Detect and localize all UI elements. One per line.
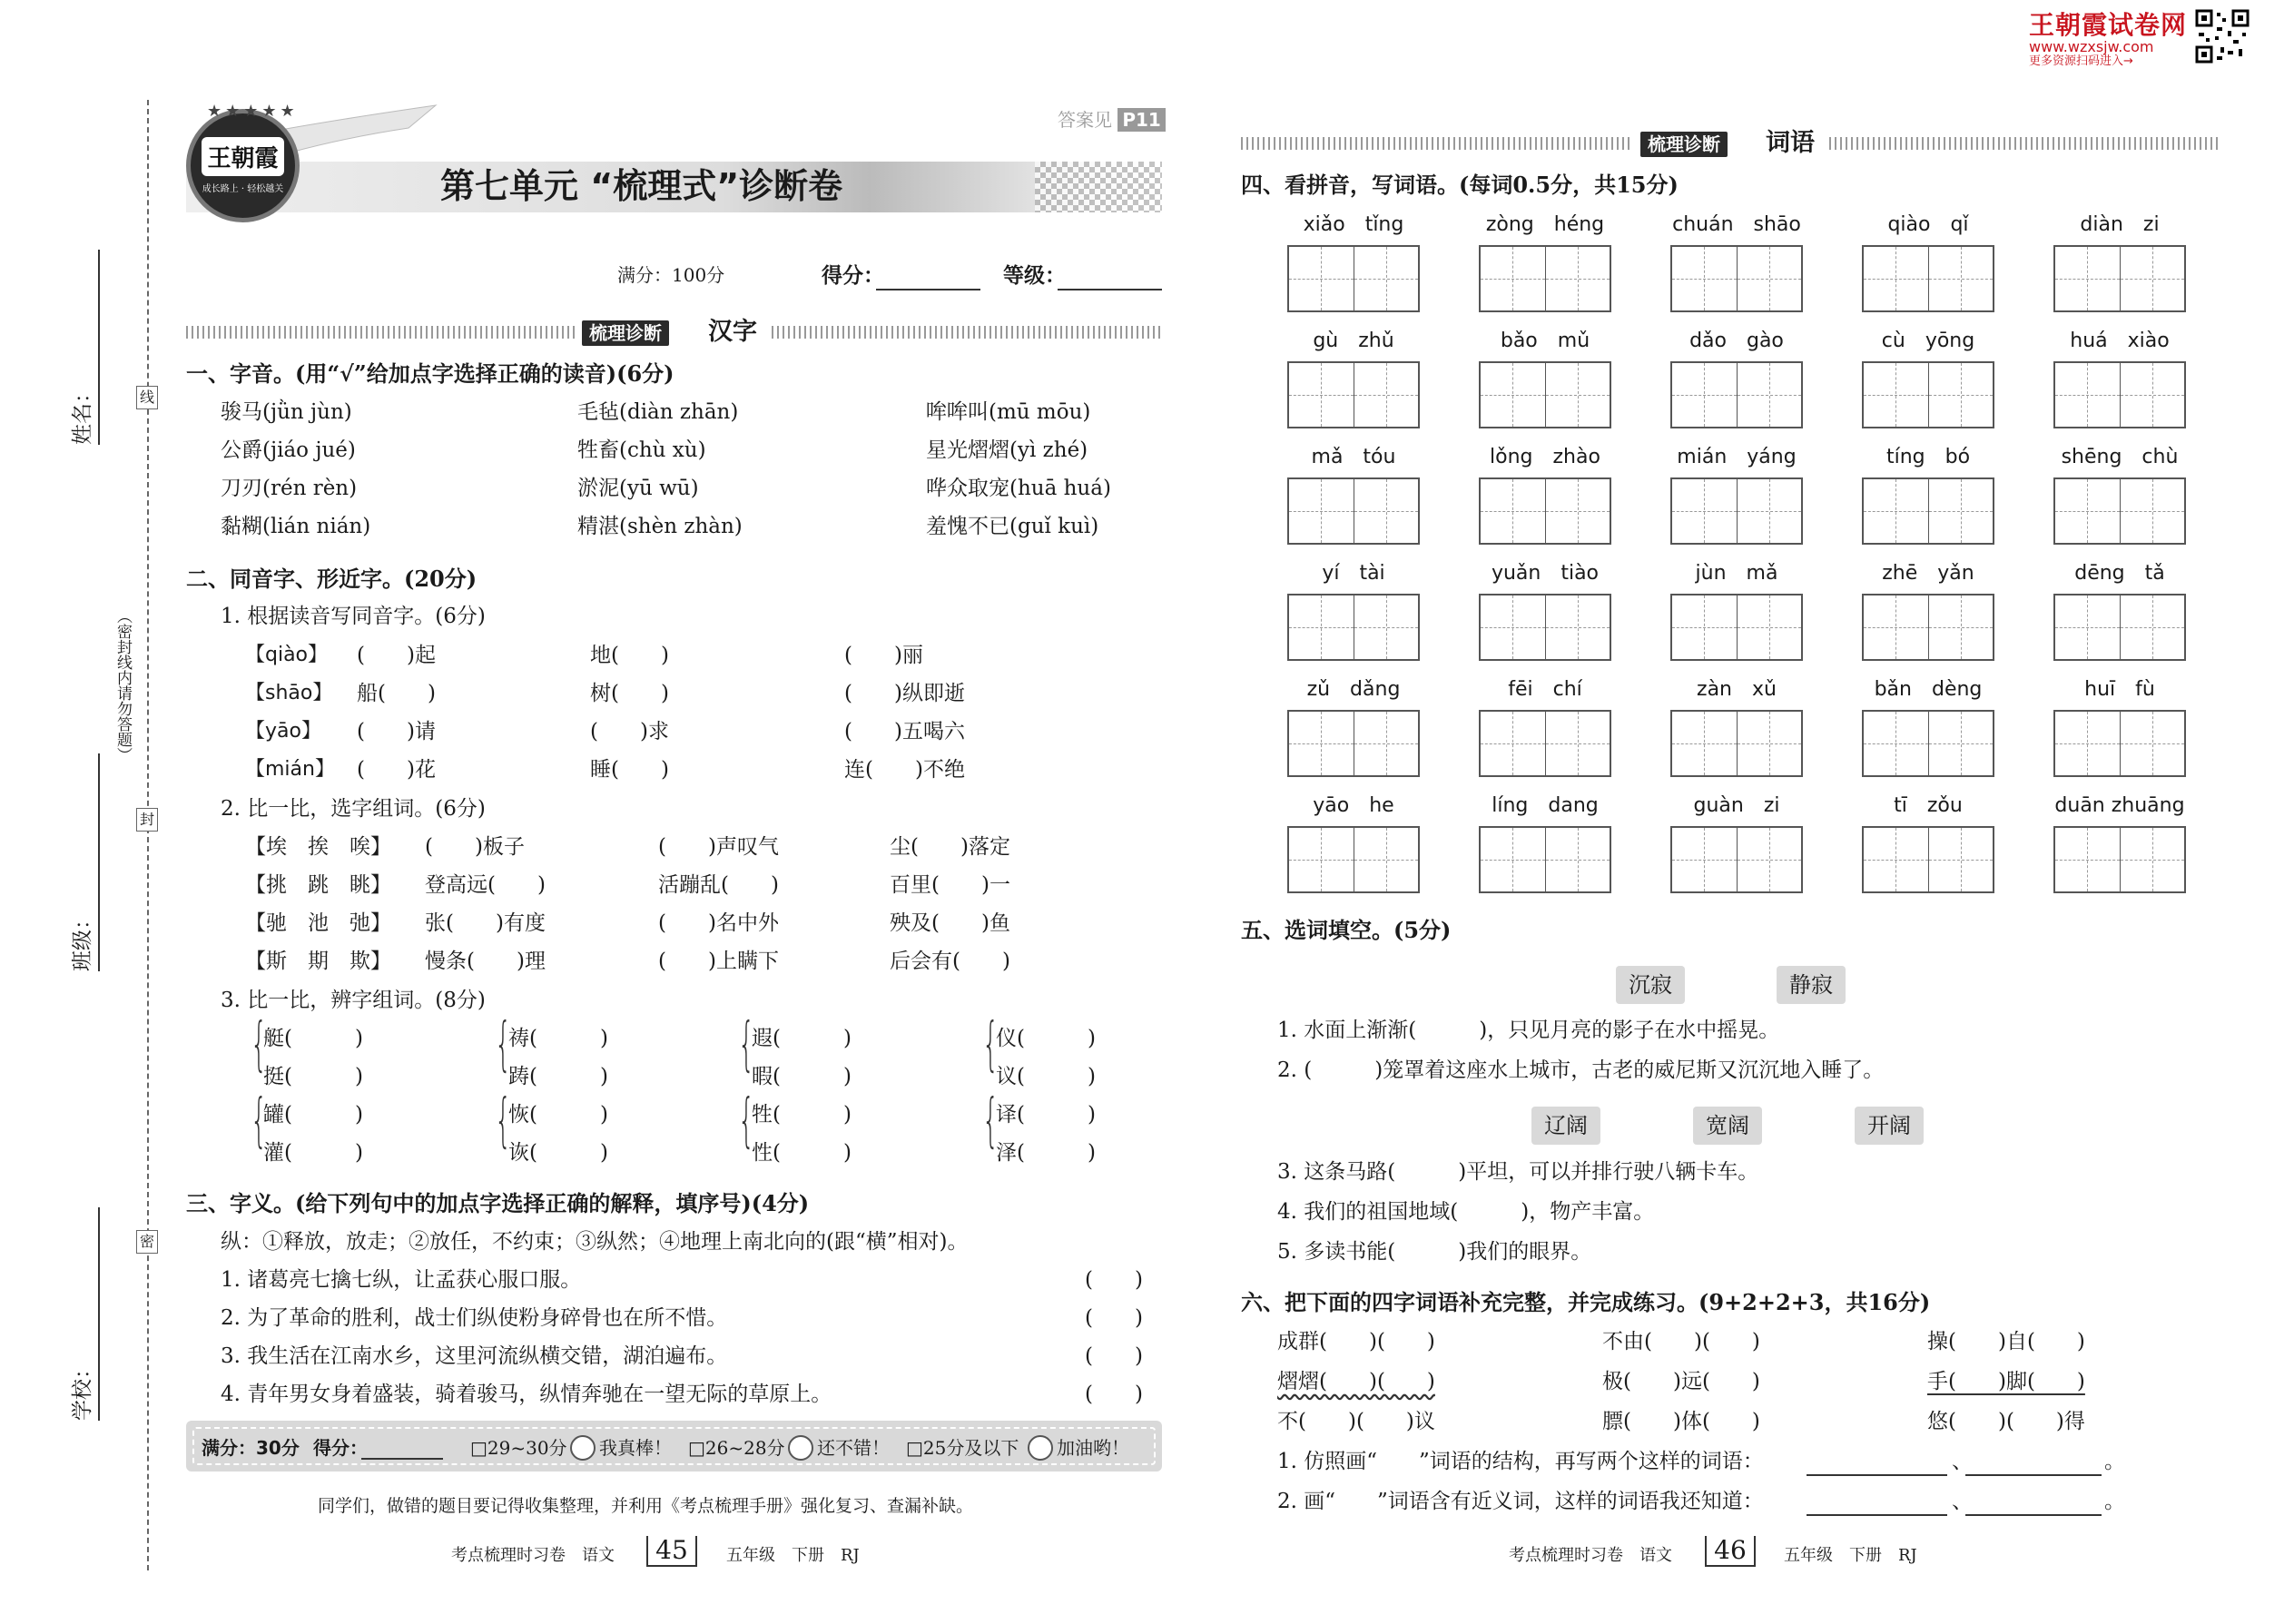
q6-sep: 、 bbox=[1952, 1450, 1973, 1473]
page-footer-right-post: 五年级 下册 RJ bbox=[1784, 1546, 1917, 1565]
q2-s1-cell: 【qiào】 bbox=[245, 644, 329, 666]
q6-idiom[interactable]: 极( )远( ) bbox=[1602, 1370, 1760, 1393]
q1-item: 黏糊(lián nián) bbox=[221, 515, 371, 538]
q4-writing-grid[interactable] bbox=[1670, 826, 1803, 893]
q4-pinyin: mián yáng bbox=[1677, 446, 1797, 468]
q6-answer-line[interactable] bbox=[1965, 1474, 2102, 1476]
q4-writing-grid[interactable] bbox=[1670, 361, 1803, 428]
q4-pinyin: qiào qǐ bbox=[1887, 213, 1969, 236]
rating-2-text: 还不错！ bbox=[817, 1437, 890, 1459]
q6-idiom[interactable]: 不( )( )议 bbox=[1277, 1410, 1435, 1433]
q6-answer-line[interactable] bbox=[1807, 1474, 1947, 1476]
q5-item: 5. 多读书能( )我们的眼界。 bbox=[1277, 1240, 1592, 1264]
q2-s1-cell[interactable]: ( )纵即逝 bbox=[844, 682, 965, 705]
q2-s3-item[interactable]: 泽( ) bbox=[996, 1141, 1096, 1165]
q4-writing-grid[interactable] bbox=[1670, 477, 1803, 545]
section-bar-left-b bbox=[772, 326, 1162, 339]
q1-title: 一、字音。(用“√”给加点字选择正确的读音)(6分) bbox=[186, 360, 674, 387]
q4-pinyin: xiǎo tǐng bbox=[1303, 213, 1404, 236]
q2-s1-cell[interactable]: ( )起 bbox=[357, 644, 436, 667]
q2-s2-cell[interactable]: 登高远( ) bbox=[425, 873, 546, 897]
brand-name: 王朝霞试卷网 bbox=[2029, 10, 2188, 40]
logo-stars: ★★★★★ bbox=[207, 102, 299, 121]
q3-answer[interactable]: ( ) bbox=[1085, 1268, 1143, 1292]
brace-icon: { bbox=[738, 1088, 755, 1155]
q4-pinyin: líng dang bbox=[1492, 794, 1599, 817]
q1-item: 骏马(jǜn jùn) bbox=[221, 400, 352, 424]
q4-writing-grid[interactable] bbox=[1862, 245, 1994, 312]
seal-mark-3-text: 密 bbox=[139, 1233, 154, 1250]
section-tag-ciyu: 梳理诊断 bbox=[1640, 132, 1728, 157]
brace-icon: { bbox=[982, 1088, 999, 1155]
q6-idiom[interactable]: 悠( )( )得 bbox=[1927, 1410, 2085, 1433]
seal-mark-2 bbox=[136, 808, 158, 832]
q1-item: 精湛(shèn zhàn) bbox=[577, 515, 743, 538]
page-title: 第七单元 “梳理式”诊断卷 bbox=[440, 166, 843, 206]
q2-s1-cell[interactable]: 睡( ) bbox=[590, 758, 669, 782]
score-box-score: 得分： bbox=[313, 1437, 368, 1459]
q4-writing-grid[interactable] bbox=[2053, 477, 2186, 545]
q5-title: 五、选词填空。(5分) bbox=[1241, 917, 1452, 943]
q4-writing-grid[interactable] bbox=[1862, 594, 1994, 661]
school-line bbox=[98, 1207, 100, 1421]
q2-s2-cell[interactable]: 殃及( )鱼 bbox=[890, 911, 1010, 935]
q6-idiom-underlined[interactable]: 手( )脚( ) bbox=[1927, 1370, 2085, 1393]
class-label: 班级： bbox=[71, 909, 94, 971]
q3-item: 2. 为了革命的胜利，战士们纵使粉身碎骨也在所不惜。 bbox=[221, 1306, 728, 1330]
star-face-icon bbox=[570, 1435, 596, 1461]
q5-word: 沉寂 bbox=[1616, 966, 1685, 1004]
q4-pinyin: yāo he bbox=[1313, 794, 1394, 817]
q2-s2-cell[interactable]: ( )上瞒下 bbox=[658, 950, 779, 973]
q1-item: 星光熠熠(yì zhé) bbox=[926, 438, 1088, 462]
q2-s1-cell: 【shāo】 bbox=[245, 682, 333, 704]
q4-title: 四、看拼音，写词语。(每词0.5分，共15分) bbox=[1241, 172, 1679, 198]
q4-writing-grid[interactable] bbox=[1287, 710, 1420, 777]
q5-word: 宽阔 bbox=[1693, 1107, 1762, 1145]
school-label: 学校： bbox=[71, 1358, 94, 1421]
q2-s1-cell[interactable]: 树( ) bbox=[590, 682, 669, 705]
q3-item: 4. 青年男女身着盛装，骑着骏马，纵情奔驰在一望无际的草原上。 bbox=[221, 1383, 832, 1406]
seal-notice: （密封线内请勿答题） bbox=[113, 608, 132, 763]
q5-item: 3. 这条马路( )平坦，可以并排行驶八辆卡车。 bbox=[1277, 1160, 1759, 1184]
logo-sub: 成长路上 · 轻松越关 bbox=[202, 184, 284, 194]
brace-icon: { bbox=[495, 1088, 512, 1155]
q6-idiom-wavy[interactable]: 熠熠( )( ) bbox=[1277, 1370, 1435, 1393]
rating-1[interactable]: □29~30分 bbox=[470, 1437, 567, 1459]
page-footer-left-post: 五年级 下册 RJ bbox=[726, 1546, 860, 1565]
q4-pinyin: yí tài bbox=[1322, 562, 1385, 585]
q6-practice-1: 1. 仿照画“ ”词语的结构，再写两个这样的词语： bbox=[1277, 1450, 1764, 1473]
q4-writing-grid[interactable] bbox=[1287, 477, 1420, 545]
q2-s1-cell: 【mián】 bbox=[245, 758, 335, 781]
q2-s1-cell[interactable]: 连( )不绝 bbox=[844, 758, 965, 782]
q4-writing-grid[interactable] bbox=[2053, 826, 2186, 893]
q4-writing-grid[interactable] bbox=[1670, 245, 1803, 312]
q4-pinyin: jùn mǎ bbox=[1695, 562, 1778, 585]
q4-pinyin: zàn xǔ bbox=[1697, 678, 1777, 701]
name-label: 姓名： bbox=[71, 382, 94, 445]
section-bar-right-b bbox=[1829, 137, 2220, 150]
section-name-ciyu: 词语 bbox=[1766, 129, 1815, 157]
score-line[interactable] bbox=[876, 289, 980, 290]
q4-pinyin: gù zhǔ bbox=[1313, 330, 1394, 352]
q4-pinyin: huá xiào bbox=[2070, 330, 2170, 352]
review-tip: 同学们，做错的题目要记得收集整理，并利用《考点梳理手册》强化复习、查漏补缺。 bbox=[318, 1496, 974, 1516]
q2-s1-cell: 【yāo】 bbox=[245, 720, 321, 743]
q4-pinyin: bǎn dèng bbox=[1874, 678, 1983, 701]
qr-code-icon bbox=[2195, 9, 2250, 64]
answer-ref-label: 答案见 bbox=[1058, 109, 1112, 131]
q4-writing-grid[interactable] bbox=[1862, 710, 1994, 777]
name-line bbox=[98, 250, 100, 445]
q4-writing-grid[interactable] bbox=[1479, 594, 1611, 661]
brace-icon: { bbox=[738, 1011, 755, 1078]
q2-s1-cell[interactable]: ( )请 bbox=[357, 720, 436, 743]
q2-s2-cell[interactable]: 后会有( ) bbox=[890, 950, 1010, 973]
q4-writing-grid[interactable] bbox=[2053, 710, 2186, 777]
brace-icon: { bbox=[495, 1011, 512, 1078]
q5-word: 开阔 bbox=[1855, 1107, 1924, 1145]
q2-s1-cell[interactable]: ( )花 bbox=[357, 758, 436, 782]
q3-answer[interactable]: ( ) bbox=[1085, 1306, 1143, 1330]
q2-s2-cell[interactable]: 尘( )落定 bbox=[890, 835, 1010, 859]
rating-3[interactable]: □25分及以下 bbox=[906, 1437, 1019, 1459]
answer-ref-page: P11 bbox=[1117, 108, 1166, 132]
q5-item: 1. 水面上渐渐( )，只见月亮的影子在水中摇晃。 bbox=[1277, 1019, 1780, 1042]
q4-pinyin: dǎo gào bbox=[1689, 330, 1784, 352]
q2-s2-cell[interactable]: 张( )有度 bbox=[425, 911, 546, 935]
q3-answer[interactable]: ( ) bbox=[1085, 1383, 1143, 1406]
q2-s3-item[interactable]: 灌( ) bbox=[263, 1141, 363, 1165]
brand-more: 更多资源扫码进入→ bbox=[2029, 54, 2133, 69]
q6-idiom[interactable]: 不由( )( ) bbox=[1602, 1330, 1760, 1353]
page-number-left-text: 45 bbox=[655, 1535, 688, 1565]
q2-s2-cell: 【挑 跳 眺】 bbox=[245, 873, 391, 897]
q2-s2-cell[interactable]: 百里( )一 bbox=[890, 873, 1010, 897]
q4-writing-grid[interactable] bbox=[1287, 361, 1420, 428]
q4-writing-grid[interactable] bbox=[1479, 477, 1611, 545]
q4-pinyin: mǎ tóu bbox=[1311, 446, 1396, 468]
q3-item: 1. 诸葛亮七擒七纵，让孟获心服口服。 bbox=[221, 1268, 582, 1292]
q2-s3-item[interactable]: 性( ) bbox=[752, 1141, 852, 1165]
q4-pinyin: chuán shāo bbox=[1672, 213, 1801, 236]
q2-s1-title: 1. 根据读音写同音字。(6分) bbox=[221, 605, 486, 628]
section-bar-left-a bbox=[186, 326, 576, 339]
q2-s3-item[interactable]: 仪( ) bbox=[996, 1027, 1096, 1050]
seal-mark-1 bbox=[136, 386, 158, 409]
q6-idiom[interactable]: 膘( )体( ) bbox=[1602, 1410, 1760, 1433]
section-name-hanzi: 汉字 bbox=[708, 318, 757, 346]
q4-pinyin: zhē yǎn bbox=[1882, 562, 1974, 585]
q2-s3-item[interactable]: 暇( ) bbox=[752, 1065, 852, 1088]
q4-pinyin: zǔ dǎng bbox=[1306, 678, 1401, 701]
answer-ref bbox=[1058, 111, 1166, 129]
q2-s1-cell[interactable]: 地( ) bbox=[590, 644, 669, 667]
q1-item: 淤泥(yū wū) bbox=[577, 477, 699, 500]
cheer-face-icon bbox=[1028, 1435, 1053, 1461]
q4-pinyin: cù yōng bbox=[1881, 330, 1975, 352]
page-number-left bbox=[646, 1536, 697, 1567]
q2-s2-cell: 【埃 挨 唉】 bbox=[245, 835, 391, 859]
q2-title: 二、同音字、形近字。(20分) bbox=[186, 566, 478, 592]
q6-idiom[interactable]: 成群( )( ) bbox=[1277, 1330, 1435, 1353]
q4-writing-grid[interactable] bbox=[1862, 477, 1994, 545]
q2-s3-title: 3. 比一比，辨字组词。(8分) bbox=[221, 989, 486, 1012]
q5-item: 2. ( )笼罩着这座水上城市，古老的威尼斯又沉沉地入睡了。 bbox=[1277, 1058, 1885, 1082]
q2-s3-item[interactable]: 挺( ) bbox=[263, 1065, 363, 1088]
score-label: 得分： bbox=[822, 263, 884, 288]
q4-writing-grid[interactable] bbox=[1479, 361, 1611, 428]
q4-pinyin: lǒng zhào bbox=[1490, 446, 1600, 468]
q2-s2-title: 2. 比一比，选字组词。(6分) bbox=[221, 797, 486, 821]
q4-writing-grid[interactable] bbox=[1479, 826, 1611, 893]
q2-s3-item[interactable]: 艇( ) bbox=[263, 1027, 363, 1050]
q4-pinyin: tī zǒu bbox=[1894, 794, 1963, 817]
q1-item: 羞愧不已(guǐ kuì) bbox=[926, 515, 1099, 538]
q4-pinyin: fēi chí bbox=[1508, 678, 1582, 701]
q4-pinyin: shēng chù bbox=[2061, 446, 2179, 468]
q6-answer-line[interactable] bbox=[1807, 1514, 1947, 1516]
class-line bbox=[98, 753, 100, 971]
rating-3-text: 加油哟！ bbox=[1057, 1437, 1129, 1459]
q4-writing-grid[interactable] bbox=[2053, 245, 2186, 312]
q5-word: 辽阔 bbox=[1531, 1107, 1600, 1145]
q2-s1-cell[interactable]: ( )丽 bbox=[844, 644, 923, 667]
q2-s2-cell: 【驰 池 弛】 bbox=[245, 911, 391, 935]
q2-s2-cell[interactable]: ( )板子 bbox=[425, 835, 525, 859]
q6-end: 。 bbox=[2104, 1490, 2125, 1513]
q3-title: 三、字义。(给下列句中的加点字选择正确的解释，填序号)(4分) bbox=[186, 1190, 810, 1216]
q2-s3-item[interactable]: 遐( ) bbox=[752, 1027, 852, 1050]
q2-s3-item[interactable]: 祷( ) bbox=[508, 1027, 608, 1050]
q5-word: 静寂 bbox=[1777, 966, 1846, 1004]
q4-pinyin: yuǎn tiào bbox=[1491, 562, 1600, 585]
q2-s2-cell[interactable]: 慢条( )理 bbox=[425, 950, 546, 973]
brand-url: www.wzxsjw.com bbox=[2029, 38, 2154, 55]
q6-idiom[interactable]: 操( )自( ) bbox=[1927, 1330, 2085, 1353]
seal-mark-1-text: 线 bbox=[139, 389, 154, 406]
q3-definition: 纵：①释放，放走；②放任，不约束；③纵然；④地理上南北向的(跟“横”相对)。 bbox=[221, 1230, 969, 1254]
q2-s2-cell[interactable]: ( )名中外 bbox=[658, 911, 779, 935]
rating-2[interactable]: □26~28分 bbox=[688, 1437, 785, 1459]
q4-writing-grid[interactable] bbox=[1479, 710, 1611, 777]
q4-pinyin: huī fù bbox=[2084, 678, 2155, 701]
grade-label: 等级： bbox=[1003, 263, 1066, 288]
page-footer-left-pre: 考点梳理时习卷 语文 bbox=[451, 1546, 615, 1565]
q4-pinyin: guàn zi bbox=[1693, 794, 1780, 817]
q2-s1-cell[interactable]: 船( ) bbox=[357, 682, 436, 705]
q2-s3-item[interactable]: 罐( ) bbox=[263, 1103, 363, 1127]
q2-s3-item[interactable]: 议( ) bbox=[996, 1065, 1096, 1088]
q4-pinyin: zòng héng bbox=[1485, 213, 1605, 236]
logo-name: 王朝霞 bbox=[202, 137, 283, 176]
score-box-full: 满分：30分 bbox=[202, 1437, 300, 1459]
q4-writing-grid[interactable] bbox=[1670, 710, 1803, 777]
seal-mark-2-text: 封 bbox=[139, 811, 154, 828]
q4-writing-grid[interactable] bbox=[1287, 826, 1420, 893]
logo-badge bbox=[186, 109, 300, 222]
q3-answer[interactable]: ( ) bbox=[1085, 1344, 1143, 1368]
brand-logo bbox=[2029, 10, 2188, 69]
smile-face-icon bbox=[788, 1435, 813, 1461]
section-tag-hanzi: 梳理诊断 bbox=[582, 320, 669, 346]
full-score: 满分：100分 bbox=[617, 264, 725, 286]
rating-1-text: 我真棒！ bbox=[599, 1437, 672, 1459]
q2-s3-item[interactable]: 译( ) bbox=[996, 1103, 1096, 1127]
q6-sep: 、 bbox=[1952, 1490, 1973, 1513]
q4-writing-grid[interactable] bbox=[1862, 826, 1994, 893]
q4-pinyin: bǎo mǔ bbox=[1500, 330, 1590, 352]
q2-s3-item[interactable]: 诙( ) bbox=[508, 1141, 608, 1165]
q1-item: 哞哞叫(mū mōu) bbox=[926, 400, 1091, 424]
q6-title: 六、把下面的四字词语补充完整，并完成练习。(9+2+2+3，共16分) bbox=[1241, 1289, 1931, 1315]
q4-pinyin: diàn zi bbox=[2080, 213, 2160, 236]
q2-s1-cell[interactable]: ( )五喝六 bbox=[844, 720, 965, 743]
q6-answer-line[interactable] bbox=[1965, 1514, 2102, 1516]
brace-icon: { bbox=[982, 1011, 999, 1078]
q4-writing-grid[interactable] bbox=[2053, 361, 2186, 428]
q2-s1-cell[interactable]: ( )求 bbox=[590, 720, 669, 743]
page-number-right bbox=[1705, 1536, 1756, 1567]
q2-s2-cell[interactable]: 活蹦乱( ) bbox=[658, 873, 779, 897]
grade-line[interactable] bbox=[1058, 289, 1162, 290]
q1-item: 公爵(jiáo jué) bbox=[221, 438, 356, 462]
q4-pinyin: duān zhuāng bbox=[2054, 794, 2185, 817]
title-checker bbox=[1035, 162, 1162, 212]
section-bar-right-a bbox=[1241, 137, 1631, 150]
q4-writing-grid[interactable] bbox=[1862, 361, 1994, 428]
q2-s3-item[interactable]: 恢( ) bbox=[508, 1103, 608, 1127]
q4-writing-grid[interactable] bbox=[1479, 245, 1611, 312]
page-number-right-text: 46 bbox=[1714, 1535, 1747, 1565]
q2-s3-item[interactable]: 踌( ) bbox=[508, 1065, 608, 1088]
q4-writing-grid[interactable] bbox=[1287, 594, 1420, 661]
q1-item: 毛毡(diàn zhān) bbox=[577, 400, 739, 424]
q1-item: 刀刃(rén rèn) bbox=[221, 477, 358, 500]
q4-pinyin: tíng bó bbox=[1885, 446, 1971, 468]
q6-end: 。 bbox=[2104, 1450, 2125, 1473]
q6-practice-2: 2. 画“ ”词语含有近义词，这样的词语我还知道： bbox=[1277, 1490, 1764, 1513]
score-box-line[interactable] bbox=[361, 1458, 443, 1460]
seal-mark-3 bbox=[136, 1230, 158, 1254]
brace-icon: { bbox=[251, 1088, 268, 1155]
q2-s2-cell[interactable]: ( )声叹气 bbox=[658, 835, 779, 859]
q3-item: 3. 我生活在江南水乡，这里河流纵横交错，湖泊遍布。 bbox=[221, 1344, 728, 1368]
q1-item: 哗众取宠(huā huá) bbox=[926, 477, 1111, 500]
page-footer-right-pre: 考点梳理时习卷 语文 bbox=[1509, 1546, 1672, 1565]
q5-item: 4. 我们的祖国地域( )，物产丰富。 bbox=[1277, 1200, 1655, 1224]
brace-icon: { bbox=[251, 1011, 268, 1078]
q4-writing-grid[interactable] bbox=[2053, 594, 2186, 661]
q1-item: 牲畜(chù xù) bbox=[577, 438, 706, 462]
q4-pinyin: dēng tǎ bbox=[2074, 562, 2165, 585]
q4-writing-grid[interactable] bbox=[1670, 594, 1803, 661]
q2-s3-item[interactable]: 牲( ) bbox=[752, 1103, 852, 1127]
q2-s2-cell: 【斯 期 欺】 bbox=[245, 950, 391, 973]
q4-writing-grid[interactable] bbox=[1287, 245, 1420, 312]
binding-line bbox=[147, 100, 149, 1570]
